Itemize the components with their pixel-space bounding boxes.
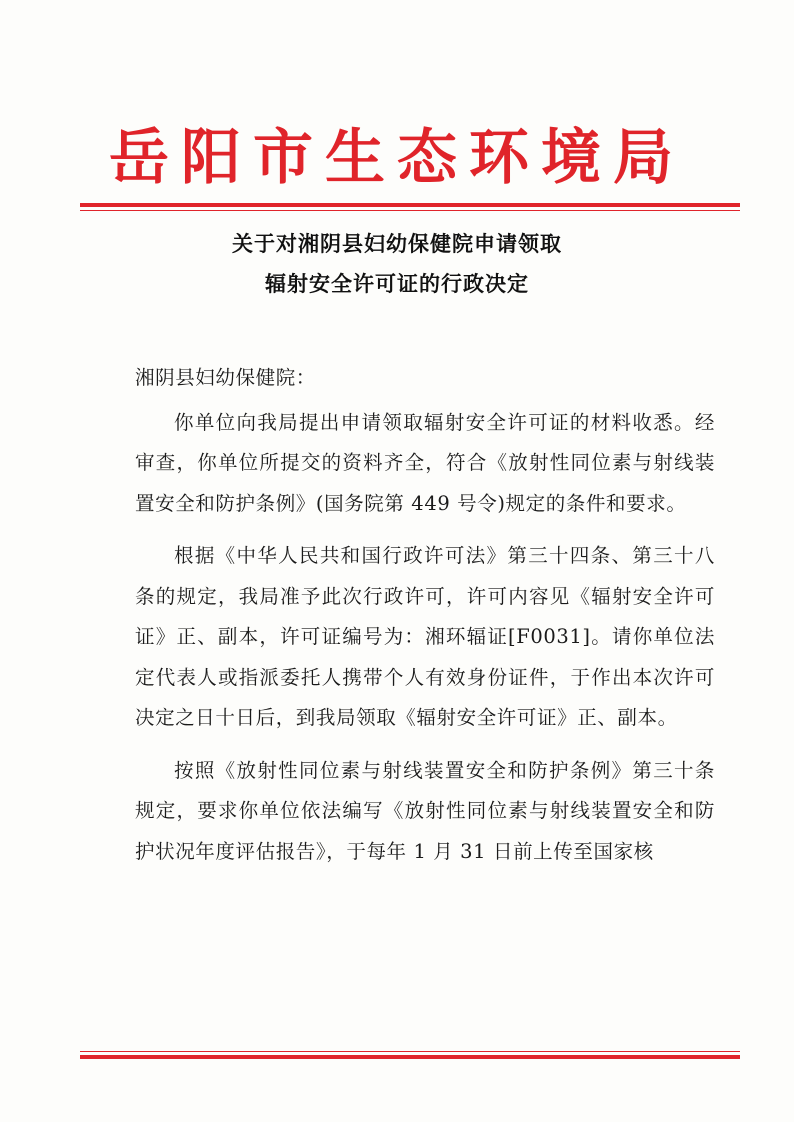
body-paragraph: 按照《放射性同位素与射线装置安全和防护条例》第三十条规定，要求你单位依法编写《放射性同位素与射线装置安全和防护状况年度评估报告》，于每年 1 月 31 日前上传至国家核 — [135, 758, 715, 863]
document-title-line-1: 关于对湘阴县妇幼保健院申请领取 — [232, 232, 562, 256]
footer-divider-thin-line — [80, 1051, 740, 1052]
footer-divider-thick-line — [80, 1055, 740, 1059]
header-divider-thin-line — [80, 210, 740, 211]
header-divider — [80, 203, 740, 211]
header-divider-thick-line — [80, 203, 740, 207]
footer-divider — [80, 1051, 740, 1059]
salutation: 湘阴县妇幼保健院： — [135, 366, 316, 389]
body-paragraph: 根据《中华人民共和国行政许可法》第三十四条、第三十八条的规定，我局准予此次行政许可，许可内容见《辐射安全许可证》正、副本，许可证编号为：湘环辐证[F0031]。请你单位法定代表人或指派委托人携带个人有效身份证件，于作出本次许可决定之日十日后，到我局领取《辐射安全许可证》正、副本。 — [135, 544, 715, 729]
body-paragraph: 你单位向我局提出申请领取辐射安全许可证的材料收悉。经审查，你单位所提交的资料齐全，符合《放射性同位素与射线装置安全和防护条例》(国务院第 449 号令)规定的条件和要求。 — [135, 410, 715, 515]
org-header-title: 岳阳市生态环境局 — [109, 123, 685, 193]
document-title-line-2: 辐射安全许可证的行政决定 — [265, 272, 529, 296]
document-body — [135, 358, 715, 872]
